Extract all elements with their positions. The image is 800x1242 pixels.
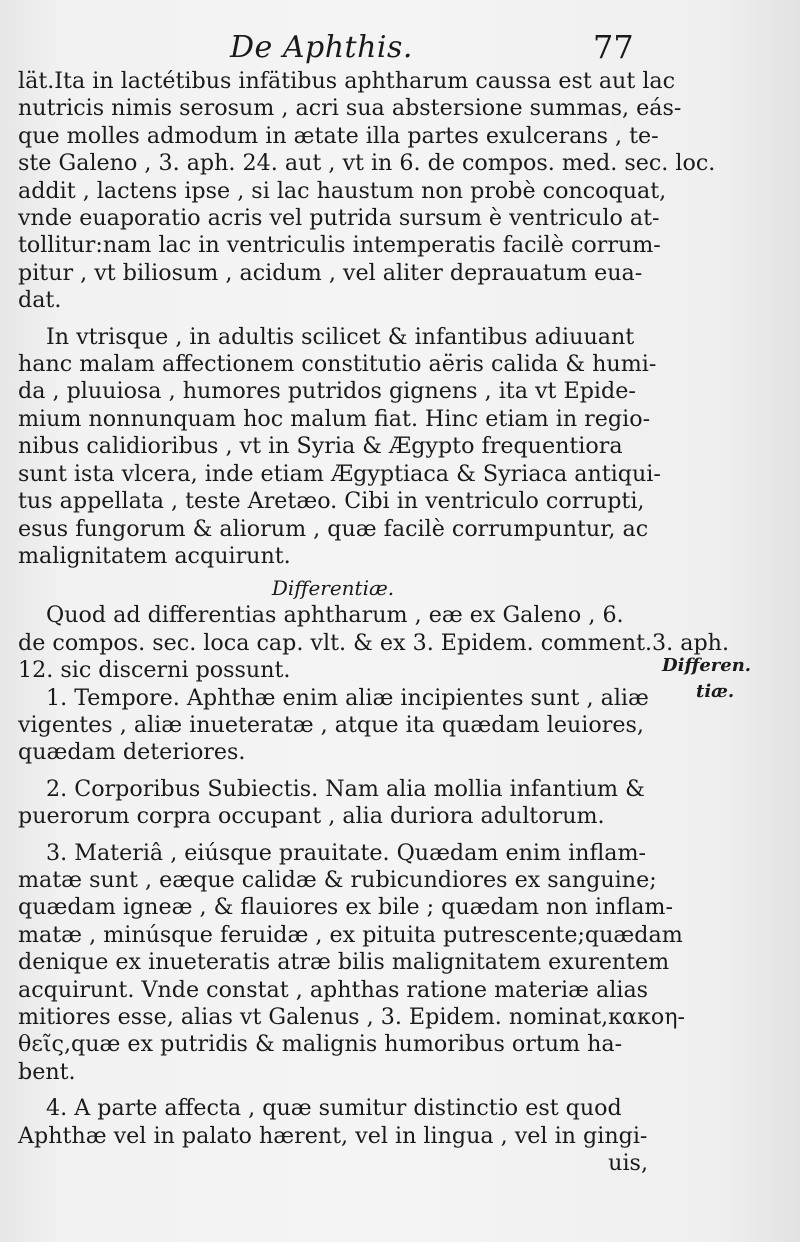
text-line: esus fungorum & aliorum , quæ facilè corrumpuntur, ac (18, 515, 649, 542)
paragraph-gap (18, 315, 648, 324)
running-title: De Aphthis. (230, 30, 413, 65)
text-line: nibus calidioribus , vt in Syria & Ægypto frequentiora (18, 433, 623, 460)
page-header (0, 28, 800, 68)
text-line: quædam deteriores. (18, 739, 246, 766)
text-line: acquirunt. Vnde constat , aphthas ratione materiæ alias (18, 976, 649, 1003)
margin-note-line-1: Differen. (662, 655, 752, 676)
text-line: nutricis nimis serosum , acri sua abstersione summas, eás- (18, 95, 682, 122)
text-line: 3. Materiâ , eiúsque prauitate. Quædam enim inflam- (46, 839, 647, 866)
section-heading: Differentiæ. (271, 576, 395, 601)
text-line: hanc malam affectionem constitutio aëris calida & humi- (18, 351, 657, 378)
text-line: 2. Corporibus Subiectis. Nam alia mollia infantium & (46, 775, 645, 802)
text-line: que molles admodum in ætate illa partes exulcerans , te- (18, 122, 659, 149)
text-line: de compos. sec. loca cap. vlt. & ex 3. Epidem. comment.3. aph. (18, 629, 730, 656)
text-line: In vtrisque , in adultis scilicet & infantibus adiuuant (46, 323, 635, 350)
text-line: mitiores esse, alias vt Galenus , 3. Epidem. nominat,κακοη- (18, 1004, 686, 1030)
text-line: 4. A parte affecta , quæ sumitur distinctio est quod (46, 1095, 622, 1122)
text-line: θεῖς,quæ ex putridis & malignis humoribus ortum ha- (18, 1031, 623, 1058)
text-line: matæ , minúsque feruidæ , ex pituita putrescente;quædam (18, 921, 683, 948)
text-line: dat. (18, 287, 62, 314)
margin-note (662, 653, 751, 705)
paragraphs-causes (18, 68, 716, 570)
text-line: vnde euaporatio acris vel putrida sursum è ventriculo at- (18, 205, 660, 232)
text-line: uis, (608, 1150, 648, 1177)
paragraph-gap (18, 831, 648, 840)
text-line: 12. sic discerni possunt. (18, 657, 291, 684)
text-line: tus appellata , teste Aretæo. Cibi in ventriculo corrupti, (18, 488, 645, 515)
text-line: tollitur:nam lac in ventriculis intemperatis facilè corrum- (18, 232, 661, 259)
margin-note-line-2: tiæ. (696, 681, 735, 702)
text-line: ste Galeno , 3. aph. 24. aut , vt in 6. de compos. med. sec. loc. (18, 150, 716, 177)
text-line: quædam igneæ , & flauiores ex bile ; quædam non inflam- (18, 894, 673, 921)
text-line: lät.Ita in lactétibus infätibus aphtharum caussa est aut lac (18, 68, 676, 94)
text-line: mium nonnunquam hoc malum fiat. Hinc etiam in regio- (18, 405, 651, 432)
text-line: pitur , vt biliosum , acidum , vel aliter deprauatum eua- (18, 259, 643, 286)
text-line: da , pluuiosa , humores putridos gignens , ita vt Epide- (18, 378, 636, 405)
text-line: puerorum corpra occupant , alia duriora adultorum. (18, 803, 605, 830)
text-line: Quod ad differentias aphtharum , eæ ex Galeno , 6. (46, 602, 624, 629)
text-line: Aphthæ vel in palato hærent, vel in lingua , vel in gingi- (18, 1122, 648, 1149)
text-line: malignitatem acquirunt. (18, 542, 291, 569)
body-text (18, 68, 730, 1177)
paragraph-gap (18, 767, 648, 776)
text-line: addit , lactens ipse , si lac haustum non probè concoquat, (18, 177, 667, 204)
paragraph-gap (18, 1086, 648, 1095)
text-line: 1. Tempore. Aphthæ enim aliæ incipientes sunt , aliæ (46, 684, 649, 711)
text-line: denique ex inueteratis atræ bilis malignitatem exurentem (18, 949, 670, 976)
text-line: vigentes , aliæ inueteratæ , atque ita quædam leuiores, (18, 711, 644, 738)
text-line: bent. (18, 1058, 76, 1085)
page-number: 77 (593, 28, 634, 66)
text-line: sunt ista vlcera, inde etiam Ægyptiaca & Syriaca antiqui- (18, 460, 661, 487)
text-line: matæ sunt , eæque calidæ & rubicundiores ex sanguine; (18, 866, 657, 893)
